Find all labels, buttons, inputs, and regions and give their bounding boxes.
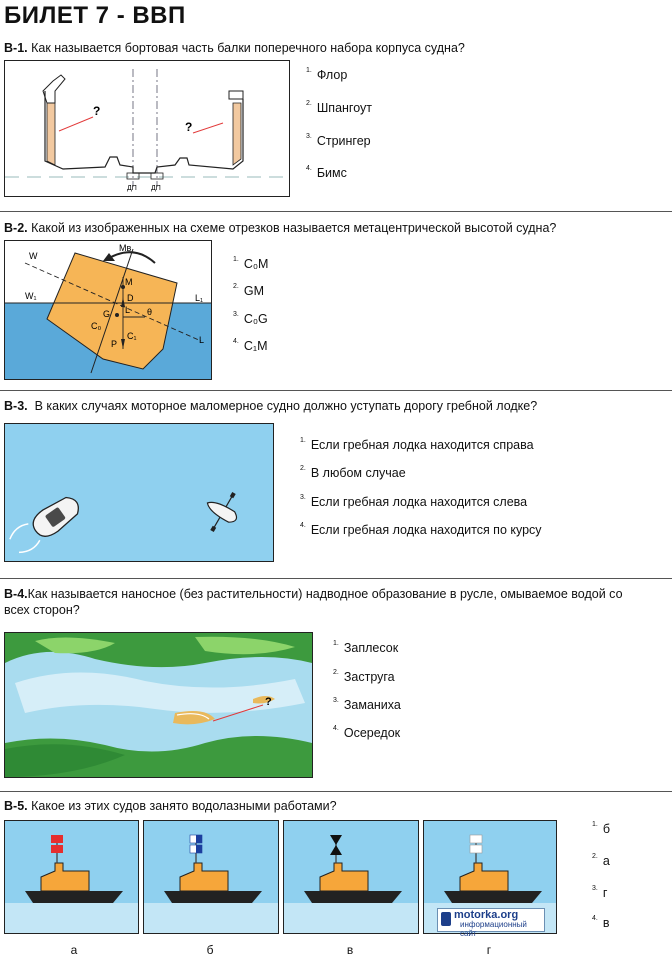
section-divider — [0, 791, 672, 792]
centerline-label-left: ДП — [127, 185, 137, 192]
question-3-prompt: В каких случаях моторное маломерное судно должно уступать дорогу гребной лодке? — [34, 399, 538, 413]
question-4-number: В-4. — [4, 587, 28, 601]
ship-hull — [284, 835, 418, 933]
waterline-w-label: W — [29, 251, 38, 261]
island-question-mark: ? — [265, 696, 272, 708]
question-5-text — [4, 798, 337, 814]
hull-cross-section — [5, 69, 289, 187]
buoyancy-c1-label: C₁ — [127, 331, 137, 341]
heel-angle-label: θ — [147, 307, 153, 317]
answer-option[interactable]: $^{2.}$ В любом случае — [300, 465, 406, 480]
question-4-text — [4, 586, 623, 618]
weight-p-label: P — [111, 339, 118, 349]
day-shape-signal — [330, 835, 342, 855]
hull-question-mark-left: ? — [93, 104, 101, 118]
answer-option[interactable]: $^{4.}$ Осередок — [333, 725, 401, 740]
question-2-number: В-2. — [4, 221, 28, 235]
ship-caption-a: а — [70, 943, 78, 957]
ship-hull — [5, 835, 138, 933]
answer-option[interactable]: $^{2.}$ Заструга — [333, 669, 395, 684]
rowing-boat — [196, 484, 247, 539]
gravity-center-g-label: G — [103, 309, 111, 319]
watermark-logo — [437, 908, 545, 938]
answer-option[interactable]: $^{3.}$ Если гребная лодка находится слева — [300, 494, 528, 509]
answer-option[interactable]: $^{2.}$ Шпангоут — [306, 100, 372, 115]
answer-option[interactable]: $^{4.}$ Бимс — [306, 165, 347, 180]
question-3-text — [4, 398, 537, 414]
answer-option[interactable]: $^{3.}$ C₀G — [233, 311, 268, 326]
ship-figure-v — [283, 820, 419, 934]
question-5-number: В-5. — [4, 799, 28, 813]
waterline-l-label: L — [199, 335, 205, 345]
answer-option[interactable]: $^{3.}$ Заманиха — [333, 697, 401, 712]
hull-question-mark-right: ? — [185, 120, 193, 134]
motor-boat — [7, 492, 84, 557]
question-4-figure — [4, 632, 313, 778]
ship-figure-b — [143, 820, 279, 934]
answer-option[interactable]: $^{4.}$ в — [592, 915, 610, 930]
answer-option[interactable]: $^{2.}$ а — [592, 853, 610, 868]
answer-option[interactable]: $^{1.}$ Если гребная лодка находится справа — [300, 437, 534, 452]
question-1-prompt: Как называется бортовая часть балки поперечного набора корпуса судна? — [31, 41, 465, 55]
question-2-figure — [4, 240, 212, 380]
answer-option[interactable]: $^{3.}$ Стрингер — [306, 133, 371, 148]
watermark-line2: информационный сайт — [460, 920, 527, 938]
answer-option[interactable]: $^{1.}$ C₀M — [233, 256, 269, 271]
question-1-figure — [4, 60, 290, 197]
answer-option[interactable]: $^{1.}$ Флор — [306, 67, 348, 82]
section-divider — [0, 211, 672, 212]
answer-option[interactable]: $^{1.}$ Заплесок — [333, 640, 399, 655]
answer-option[interactable]: $^{4.}$ C₁M — [233, 338, 268, 353]
question-3-number: В-3. — [4, 399, 28, 413]
ship-caption-v: в — [346, 943, 354, 957]
section-divider — [0, 578, 672, 579]
boat-logo-icon — [441, 912, 451, 926]
answer-option[interactable]: $^{2.}$ GM — [233, 283, 264, 298]
ship-caption-g: г — [486, 943, 492, 957]
question-5-prompt: Какое из этих судов занято водолазными работами? — [31, 799, 337, 813]
question-1-number: В-1. — [4, 41, 28, 55]
question-4-prompt-line1: Как называется наносное (без растительности) надводное образование в русле, омываемое водой со — [27, 587, 623, 601]
watermark-line1: motorka.org — [454, 909, 519, 921]
waterline-w1-label: W₁ — [25, 291, 37, 301]
point-d-label: D — [127, 293, 134, 303]
question-2-prompt: Какой из изображенных на схеме отрезков называется метацентрической высотой судна? — [31, 221, 557, 235]
question-1-text — [4, 40, 465, 56]
answer-option[interactable]: $^{4.}$ Если гребная лодка находится по курсу — [300, 522, 542, 537]
metacenter-m-label: M — [125, 277, 133, 287]
ship-caption-b: б — [206, 943, 214, 957]
answer-option[interactable]: $^{3.}$ г — [592, 885, 608, 900]
waterline-l1-label: L₁ — [195, 293, 204, 303]
ship-hull — [144, 835, 278, 933]
heeling-moment-label: Mв — [119, 243, 132, 253]
ticket-title: БИЛЕТ 7 - ВВП — [4, 2, 186, 29]
question-3-figure — [4, 423, 274, 562]
question-4-prompt-line2: всех сторон? — [4, 603, 80, 617]
point-l-label: L — [125, 305, 131, 315]
section-divider — [0, 390, 672, 391]
question-2-text — [4, 220, 556, 236]
ship-figure-a — [4, 820, 139, 934]
answer-option[interactable]: $^{1.}$ б — [592, 821, 611, 836]
buoyancy-c0-label: C₀ — [91, 321, 102, 331]
centerline-label-right: ДП — [151, 185, 161, 192]
